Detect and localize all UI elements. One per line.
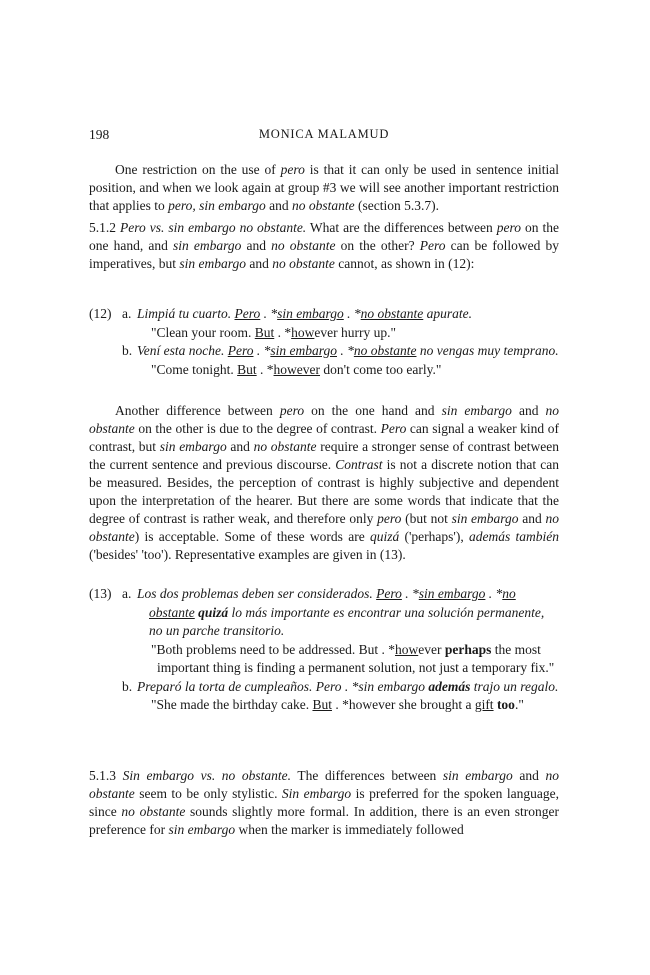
example-13 [89,585,559,715]
section-5-1-3: 5.1.3 Sin embargo vs. no obstante. The differences between sin embargo and no obstante seem to be only stylistic. Sin embargo is preferred for the spoken language, since no obstante sounds slightly more formal. In addition, there is an even stronger preference for sin embargo when the marker is immediately followed [89,768,559,837]
example-13b: b. Preparó la torta de cumpleaños. Pero . *sin embargo además trajo un regalo. "She made the birthday cake. But . *however she brought a gift too." [122,678,559,712]
example-12 [89,305,559,379]
example-13a: (13) a. Los dos problemas deben ser considerados. Pero . *sin embargo . *no obstante quizá lo más importante es encontrar una solución permanente, no un parche transitorio. "Both problems need to be addressed. But . *however perhaps the most important thing is finding a permanent solution, not just a temporary fix." [89,585,559,678]
paragraph-degree-of-contrast: Another difference between pero on the one hand and sin embargo and no obstante on the other is due to the degree of contrast. Pero can signal a weaker kind of contrast, but sin embargo and no obstante require a stronger sense of contrast between the current sentence and previous discourse. Contrast is not a discrete notion that can be measured. Besides, the perception of contrast is highly subjective and dependent upon the interpretation of the hearer. But there are some words that indicate that the degree of contrast is rather weak, and therefore only pero (but not sin embargo and no obstante) is acceptable. Some of these words are quizá ('perhaps'), además también ('besides' 'too'). Representative examples are given in (13). [89,403,560,562]
page-header [89,127,559,145]
running-title: MONICA MALAMUD [258,127,390,141]
paragraph-pero-restriction: One restriction on the use of pero is that it can only be used in sentence initial position, and when we look again at group #3 we will see another important restriction that applies to pero, sin embargo and no obstante (section 5.3.7). [89,162,559,213]
example-number: (13) [89,586,112,601]
section-heading: 5.1.3 [89,768,123,783]
section-heading: 5.1.2 [89,220,120,235]
section-5-1-2: 5.1.2 Pero vs. sin embargo no obstante. What are the differences between pero on the one hand, and sin embargo and no obstante on the other? Pero can be followed by imperatives, but sin embargo and no obstante cannot, as shown in (12): [89,220,560,271]
example-number: (12) [89,306,112,321]
page-number: 198 [89,127,110,142]
example-12b: b. Vení esta noche. Pero . *sin embargo . *no obstante no vengas muy temprano. "Come tonight. But . *however don't come too early." [122,343,559,377]
example-12a: (12) a. Limpiá tu cuarto. Pero . *sin embargo . *no obstante apurate. "Clean your room. But . *however hurry up." [89,305,559,342]
